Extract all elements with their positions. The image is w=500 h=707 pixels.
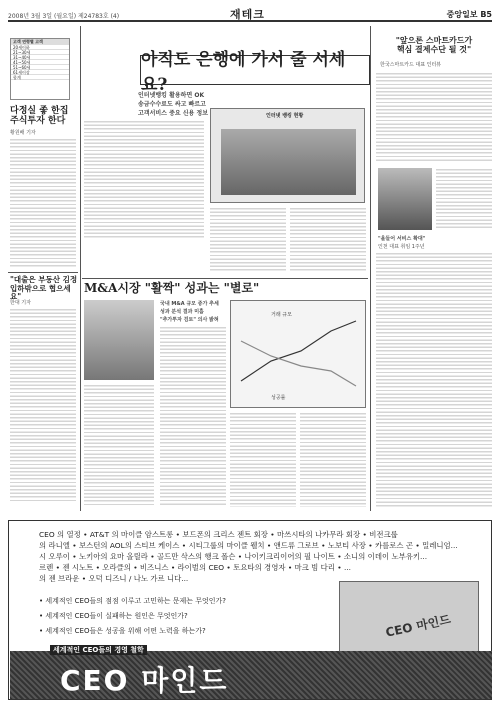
- left-sub-byline: 한대 기자: [10, 300, 31, 306]
- chart-illustration: [221, 129, 356, 195]
- photo-caption: "올들어 서비스 확대": [378, 236, 426, 242]
- portrait-photo: [378, 168, 432, 230]
- ad-line: 의 라니엘 • 보스턴의 AOL의 스티브 케이스 • 시티그룹의 마이클 웰치 • 앤드류 그로브 • 노보티 사장 • 카를로스 곤 • 밀레니엄...: [39, 541, 458, 550]
- table-header: 고객 연령별 고객: [11, 39, 69, 45]
- chart-title: 인터넷 뱅킹 현황: [266, 113, 304, 119]
- ad-line: 르렌 • 젠 시노트 • 오라클의 • 비즈니스 • 라이벌의 CEO • 토요타의 경영자 • 마크 빔 다리 • ...: [39, 563, 352, 572]
- publication-name: 중앙일보 B5: [446, 10, 492, 19]
- ad-question: • 세계적인 CEO들은 성공을 위해 어떤 노력을 하는가?: [39, 627, 206, 635]
- ma-chart-svg: [231, 301, 365, 407]
- deck-1: 인터넷뱅킹 활용하면 OK: [138, 92, 205, 99]
- main-headline: 아직도 은행에 가서 줄 서세요?: [140, 55, 370, 85]
- left-sub-text: [10, 308, 76, 503]
- table-row: 20세이하: [11, 45, 69, 50]
- section-title: 재테크: [230, 8, 265, 21]
- right-text-2: [436, 168, 492, 230]
- ma-chart: [230, 300, 366, 408]
- left-byline: 황원배 기자: [10, 130, 36, 136]
- right-text-1: [376, 72, 492, 162]
- ma-text-1: [160, 326, 226, 506]
- ma-deck-2: 성과 분석 결과 미흡: [160, 309, 204, 315]
- ad-question: • 세계적인 CEO들의 점점 이루고 고민하는 문제는 무엇인가?: [39, 597, 227, 605]
- table-row: 31~40세: [11, 55, 69, 60]
- left-sub-headline: "대출은 부동산 김정 입하밖으로 협으세요": [10, 275, 78, 302]
- page-header: [8, 4, 492, 22]
- column-rule: [80, 26, 81, 511]
- ad-line: 시 오루이 • 노키아의 요마 올릴라 • 골드만 삭스의 행크 폴슨 • 나이키크리이어의 필 나이트 • 소니의 이데이 노부유키...: [39, 552, 428, 561]
- table-row: 합계: [11, 75, 69, 80]
- main-chart: [210, 108, 365, 203]
- main-text-col1: [84, 120, 204, 240]
- ad-title: CEO 마인드: [60, 664, 229, 697]
- photo-caption-2: 인천 대표 취임 1주년: [378, 244, 425, 250]
- book-cover-title: CEO 마인드: [384, 612, 453, 640]
- ad-question: • 세계적인 CEO들이 실패하는 원인은 무엇인가?: [39, 612, 188, 620]
- ma-text-2: [84, 384, 154, 506]
- table-row: 51~60세: [11, 65, 69, 70]
- right-sub: 한국스마트카드 대표 인터뷰: [380, 62, 442, 68]
- divider: [8, 272, 78, 273]
- ma-text-4: [300, 412, 366, 507]
- legend-2: 성공률: [271, 395, 286, 401]
- column-rule: [370, 26, 371, 511]
- header-date: 2008년 3월 3일 (월요일) 제24783호 (4): [8, 13, 120, 20]
- ma-text-3: [230, 412, 296, 507]
- book-advertisement[interactable]: [8, 520, 492, 700]
- right-headline: "앞으론 스마트카드가 핵심 결제수단 될 것": [395, 36, 473, 55]
- right-text-3: [376, 252, 492, 507]
- series-line: [241, 321, 356, 381]
- ad-title-band: [10, 646, 492, 699]
- main-text-col2: [210, 207, 286, 273]
- table-row: 21~30세: [11, 50, 69, 55]
- deck-2: 송금수수료도 싸고 빠르고: [138, 101, 206, 108]
- left-article-text: [10, 138, 76, 268]
- ad-band-small: 세계적인 CEO들의 경영 철학: [50, 645, 147, 655]
- age-table: [10, 38, 70, 100]
- table-row: 41~50세: [11, 60, 69, 65]
- ma-deck-3: "추가투자 검토" 의사 밝혀: [160, 317, 219, 323]
- series-line: [241, 341, 356, 386]
- ad-line: CEO 의 열정 • AT&T 의 마이클 암스트롱 • 보드폰의 크리스 젠트 회장 • 마쓰시타의 나카무라 회장 • 비전크룹: [39, 530, 398, 539]
- ma-deck-1: 국내 M&A 규모 증가 추세: [160, 301, 219, 307]
- deck-3: 고객서비스 중요 신용 정보: [138, 110, 209, 117]
- left-headline: 다정실 좋 한집 주식투자 한다: [10, 106, 69, 127]
- table-row: 61세이상: [11, 70, 69, 75]
- main-text-col3: [290, 207, 366, 273]
- ad-line: 의 젠 브라운 • 오덕 디즈니 / 나노 가르 니다...: [39, 574, 189, 583]
- divider: [82, 278, 368, 279]
- legend-1: 거래 규모: [271, 312, 292, 318]
- ma-headline: M&A시장 "활짝" 성과는 "별로": [84, 281, 260, 295]
- ma-photo: [84, 300, 154, 380]
